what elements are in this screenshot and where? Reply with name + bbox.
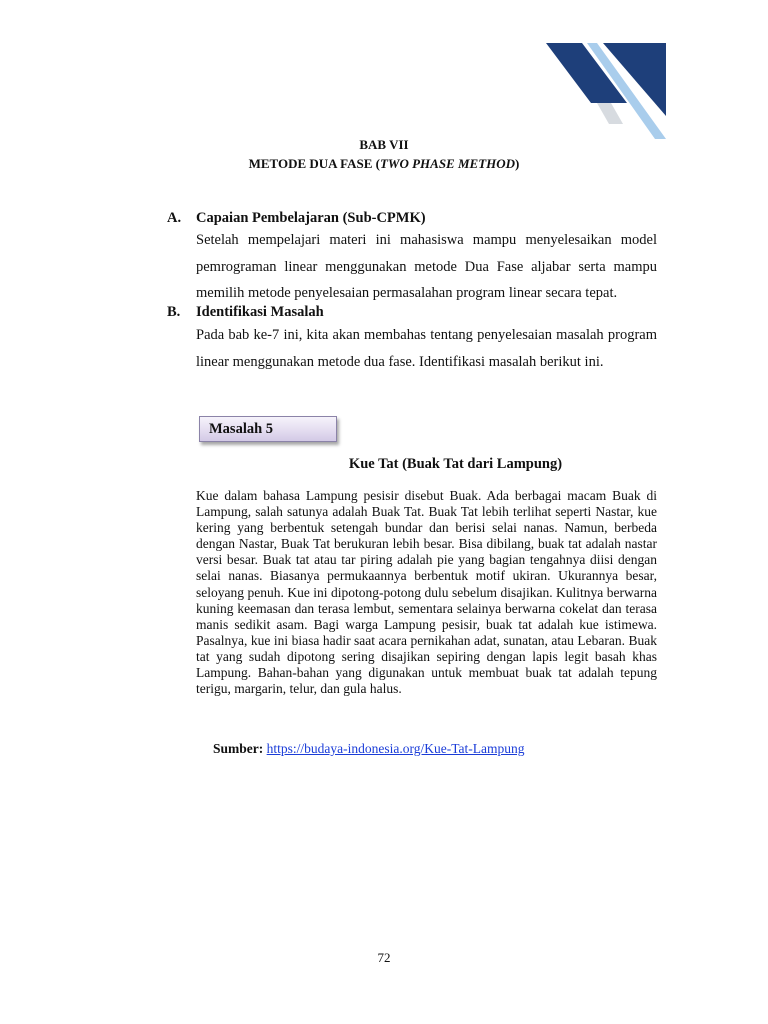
chapter-title-italic: TWO PHASE METHOD (379, 156, 516, 171)
chapter-title (0, 156, 768, 172)
page-number: 72 (377, 950, 391, 965)
chapter-number: BAB VII (359, 137, 409, 152)
story-body: Kue dalam bahasa Lampung pesisir disebut Buak. Ada berbagai macam Buak di Lampung, salah satunya adalah Buak Tat. Buak Tat lebih terlihat seperti Nastar, kue kering yang berbentuk setengah bundar dan berisi selai nanas. Namun, berbeda dengan Nastar, Buak Tat berukuran lebih besar. Bisa dibilang, buak tat adalah nastar versi besar. Buak tat atau tar piring adalah pie yang bagian tengahnya diisi dengan selai nanas. Biasanya permukaannya berbentuk motif ukiran. Ukurannya besar, seloyang penuh. Kue ini dipotong-potong dulu sebelum disajikan. Kulitnya berwarna kuning keemasan dan terasa lembut, sementara selainya berwarna cokelat dan terasa manis sedikit asam. Bagi warga Lampung pesisir, buak tat adalah kue istimewa. Pasalnya, kue ini biasa hadir saat acara pernikahan adat, sunatan, atau Lebaran. Buak tat yang sudah dipotong sering disajikan sepiring dengan lapis legit basah khas Lampung. Bahan-bahan yang digunakan untuk membuat buak tat adalah tepung terigu, margarin, telur, dan gula halus. (196, 488, 657, 697)
chapter-title-suffix: ) (515, 156, 520, 171)
corner-decoration-gray-stripe (597, 103, 623, 124)
section-a-letter: A. (167, 210, 182, 226)
source-line (213, 741, 525, 757)
story-title: Kue Tat (Buak Tat dari Lampung) (348, 456, 563, 472)
section-b-title: Identifikasi Masalah (196, 304, 324, 320)
section-a-title: Capaian Pembelajaran (Sub-CPMK) (196, 210, 426, 226)
section-b-text: Pada bab ke-7 ini, kita akan membahas tentang penyelesaian masalah program linear menggunakan metode dua fase. Identifikasi masalah berikut ini. (196, 327, 657, 370)
masalah-label-box: Masalah 5 (199, 416, 337, 442)
section-b-letter: B. (167, 304, 181, 320)
chapter-title-prefix: METODE DUA FASE ( (248, 156, 380, 171)
corner-decoration (0, 0, 768, 160)
source-label: Sumber: (213, 741, 264, 756)
section-a-text: Setelah mempelajari materi ini mahasiswa mampu menyelesaikan model pemrograman linear menggunakan metode Dua Fase aljabar serta mampu memilih metode penyelesaian permasalahan program linear secara tepat. (196, 232, 657, 301)
source-link[interactable]: https://budaya-indonesia.org/Kue-Tat-Lampung (266, 741, 525, 756)
